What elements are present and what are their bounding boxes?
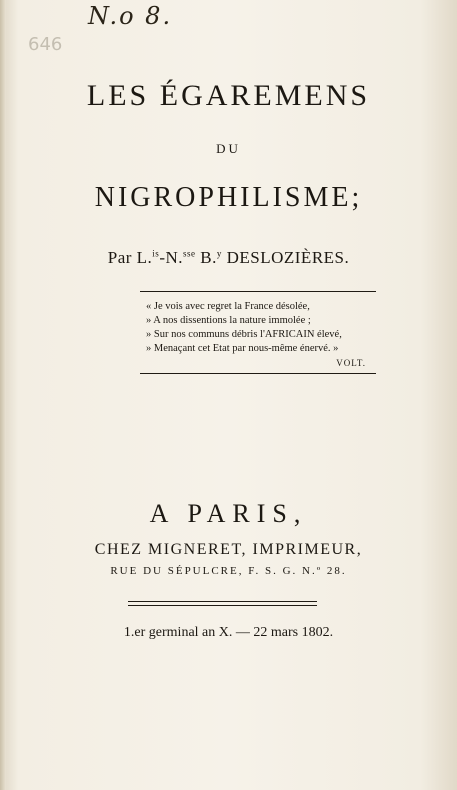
publication-date: 1.er germinal an X. — 22 mars 1802. (123, 625, 334, 640)
page-spine-shadow (0, 0, 6, 790)
author-sup-3: y (216, 248, 222, 259)
author-sup-1: is (152, 248, 160, 259)
handwritten-number: N.o 8. (88, 2, 173, 30)
author-mid: -N. (159, 248, 184, 267)
epigraph-signature: VOLT. (336, 358, 366, 368)
bleed-through (150, 118, 155, 139)
title-connector: DU (216, 141, 241, 156)
title-line-2: NIGROPHILISME; (94, 182, 363, 213)
printer-address: RUE DU SÉPULCRE, F. S. G. N.º 28. (110, 565, 347, 577)
epigraph-top-rule (140, 291, 376, 292)
epigraph-bottom-rule (140, 373, 376, 374)
place-of-publication: A PARIS, (149, 499, 308, 528)
printer-name: CHEZ MIGNERET, IMPRIMEUR, (94, 541, 363, 558)
epigraph-line: » A nos dissentions la nature immolée ; (146, 315, 311, 326)
title-line-1: LES ÉGAREMENS (86, 79, 371, 112)
pencil-mark: 646 (28, 34, 63, 55)
epigraph (146, 300, 366, 370)
double-rule (128, 601, 317, 606)
epigraph-line: » Menaçant cet Etat par nous-même énervé. » (146, 343, 339, 354)
author-b: B. (195, 248, 217, 267)
author-name: DESLOZIÈRES. (221, 248, 350, 267)
epigraph-line: » Sur nos communs débris l'AFRICAIN élevé, (146, 329, 342, 340)
author-line (0, 248, 457, 268)
epigraph-line: « Je vois avec regret la France désolée, (146, 301, 310, 312)
author-sup-2: sse (183, 248, 196, 259)
author-prefix: Par L. (107, 248, 153, 267)
